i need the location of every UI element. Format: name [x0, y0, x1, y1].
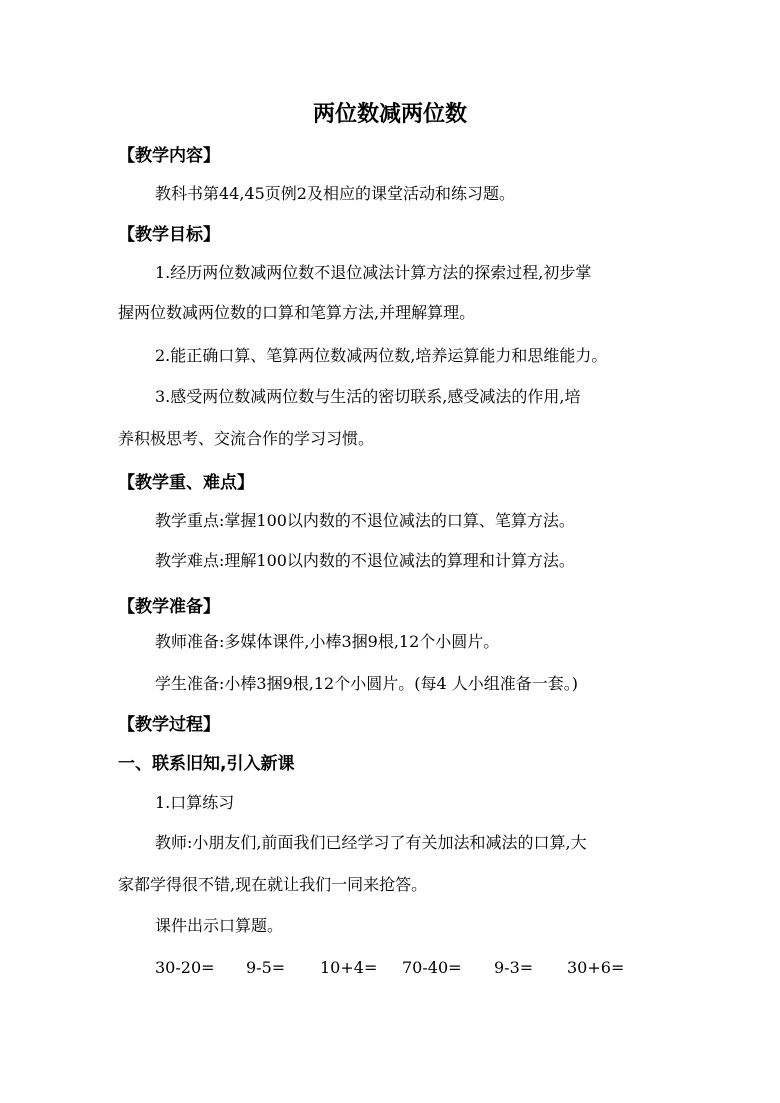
goals-heading: 【教学目标】	[118, 225, 220, 245]
difficult-point: 教学难点:理解100以内数的不退位减法的算理和计算方法。	[155, 551, 575, 570]
exercise-item: 9-3=	[494, 958, 534, 977]
goal-1-line-2: 握两位数减两位数的口算和笔算方法,并理解算理。	[118, 303, 476, 322]
process-heading: 【教学过程】	[118, 715, 220, 735]
goal-1-line-1: 1.经历两位数减两位数不退位减法计算方法的探索过程,初步掌	[155, 263, 592, 282]
preparation-heading: 【教学准备】	[118, 597, 220, 617]
goal-3-line-1: 3.感受两位数减两位数与生活的密切联系,感受减法的作用,培	[155, 387, 581, 406]
exercise-item: 30+6=	[567, 958, 625, 977]
exercise-item: 70-40=	[402, 958, 462, 977]
teacher-speech-line-1: 教师:小朋友们,前面我们已经学习了有关加法和减法的口算,大	[155, 833, 587, 852]
content-heading: 【教学内容】	[118, 146, 220, 166]
step-1: 1.口算练习	[155, 793, 235, 812]
part-1-heading: 一、联系旧知,引入新课	[118, 754, 295, 774]
page-title: 两位数减两位数	[312, 102, 467, 127]
content-text: 教科书第44,45页例2及相应的课堂活动和练习题。	[155, 184, 515, 203]
teacher-preparation: 教师准备:多媒体课件,小棒3捆9根,12个小圆片。	[155, 632, 500, 651]
exercise-item: 30-20=	[155, 958, 215, 977]
key-point: 教学重点:掌握100以内数的不退位减法的口算、笔算方法。	[155, 511, 575, 530]
goal-3-line-2: 养积极思考、交流合作的学习习惯。	[118, 429, 375, 448]
goal-2: 2.能正确口算、笔算两位数减两位数,培养运算能力和思维能力。	[155, 346, 608, 365]
teacher-speech-line-2: 家都学得很不错,现在就让我们一同来抢答。	[118, 875, 428, 894]
exercise-item: 9-5=	[246, 958, 286, 977]
student-preparation: 学生准备:小棒3捆9根,12个小圆片。(每4 人小组准备一套。)	[155, 674, 578, 693]
courseware-note: 课件出示口算题。	[155, 916, 284, 935]
exercise-item: 10+4=	[320, 958, 378, 977]
key-points-heading: 【教学重、难点】	[118, 473, 254, 493]
